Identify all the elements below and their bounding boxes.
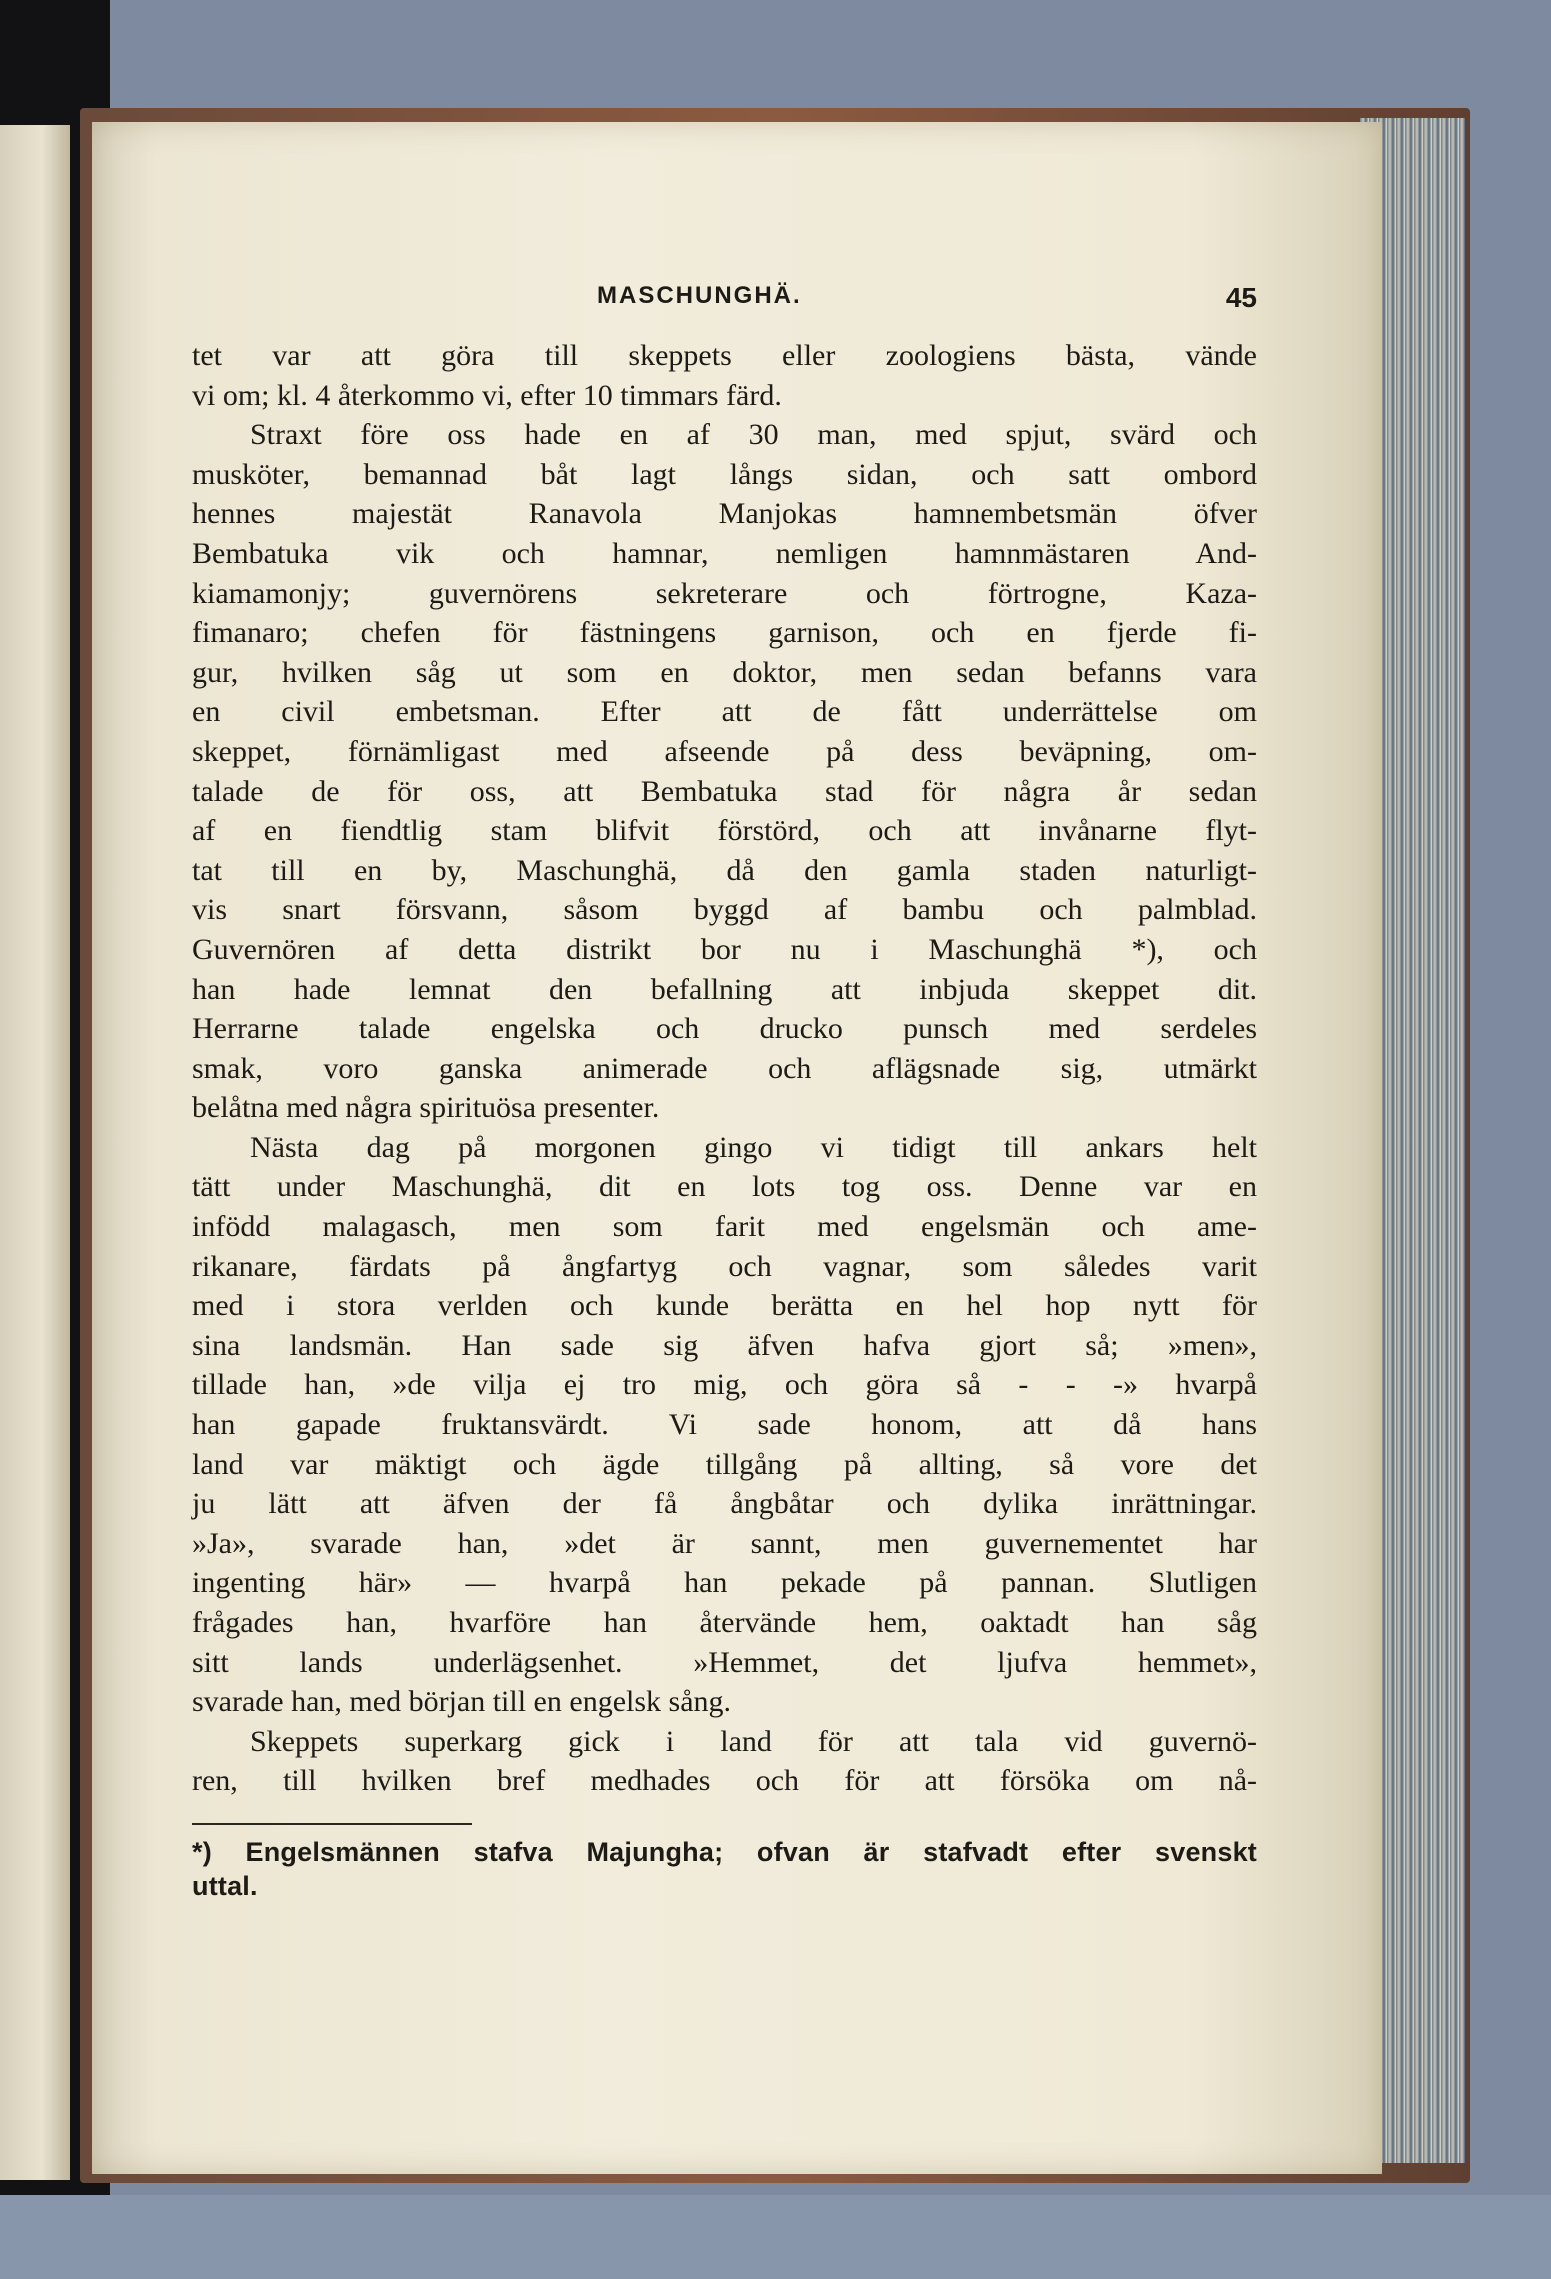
text-line: Bembatuka vik och hamnar, nemligen hamnmästaren And- [192,536,1257,570]
footnote-line: *) Engelsmännen stafva Majungha; ofvan är stafvadt efter svenskt [192,1836,1257,1867]
text-line: han gapade fruktansvärdt. Vi sade honom, att då hans [192,1408,1257,1442]
text-line: infödd malagasch, men som farit med engelsmän och ame- [192,1210,1257,1244]
text-line: kiamamonjy; guvernörens sekreterare och förtrogne, Kaza- [192,576,1257,610]
text-line: talade de för oss, att Bembatuka stad för några år sedan [192,774,1257,808]
text-line: ren, till hvilken bref medhades och för att försöka om nå- [192,1764,1257,1798]
previous-page-edge [0,125,70,2180]
text-line: vi om; kl. 4 återkommo vi, efter 10 timmars färd. [192,378,782,412]
text-line: Straxt före oss hade en af 30 man, med spjut, svärd och [250,418,1257,452]
text-line: Nästa dag på morgonen gingo vi tidigt till ankars helt [250,1130,1257,1164]
text-line: Herrarne talade engelska och drucko punsch med serdeles [192,1012,1257,1046]
text-line: gur, hvilken såg ut som en doktor, men sedan befanns vara [192,655,1257,689]
text-line: svarade han, med början till en engelsk sång. [192,1685,732,1719]
text-line: frågades han, hvarföre han återvände hem, oaktadt han såg [192,1606,1257,1639]
running-head [192,282,1257,322]
text-line: tillade han, »de vilja ej tro mig, och göra så - - -» hvarpå [192,1368,1257,1402]
text-line: Guvernören af detta distrikt bor nu i Maschunghä *), och [192,932,1257,966]
text-line: ingenting här» — hvarpå han pekade på pannan. Slutligen [192,1566,1257,1600]
text-line: fimanaro; chefen för fästningens garnison, och en fjerde fi- [192,616,1257,650]
body-text [192,336,1257,1801]
text-line: rikanare, färdats på ångfartyg och vagnar, som således varit [192,1249,1257,1283]
text-line: Skeppets superkarg gick i land för att tala vid guvernö- [250,1724,1257,1758]
text-line: »Ja», svarade han, »det är sannt, men guvernementet har [192,1526,1257,1560]
text-line: sina landsmän. Han sade sig äfven hafva gjort så; »men», [192,1328,1257,1362]
text-line: tätt under Maschunghä, dit en lots tog oss. Denne var en [192,1170,1257,1204]
text-line: ju lätt att äfven der få ångbåtar och dylika inrättningar. [192,1487,1257,1521]
text-line: vis snart försvann, såsom byggd af bambu och palmblad. [192,893,1257,927]
text-line: smak, voro ganska animerade och aflägsnade sig, utmärkt [192,1051,1257,1085]
page-content [192,282,1257,1903]
footnote-line: uttal. [192,1870,258,1901]
text-line: han hade lemnat den befallning att inbjuda skeppet dit. [192,972,1257,1006]
text-line: en civil embetsman. Efter att de fått underrättelse om [192,695,1257,729]
text-line: belåtna med några spirituösa presenter. [192,1091,660,1125]
page-number: 45 [1225,282,1257,313]
text-line: tat till en by, Maschunghä, då den gamla staden naturligt- [192,853,1257,887]
text-line: af en fiendtlig stam blifvit förstörd, och att invånarne flyt- [192,814,1257,848]
text-line: land var mäktigt och ägde tillgång på allting, så vore det [192,1447,1257,1481]
book-page [92,122,1382,2174]
scan-background-bottom [0,2195,1551,2279]
text-line: musköter, bemannad båt lagt långs sidan, och satt ombord [192,457,1257,491]
text-line: sitt lands underlägsenhet. »Hemmet, det ljufva hemmet», [192,1645,1257,1679]
text-line: hennes majestät Ranavola Manjokas hamnembetsmän öfver [192,497,1257,531]
footnote-rule [192,1823,472,1825]
text-line: med i stora verlden och kunde berätta en hel hop nytt för [192,1289,1257,1323]
running-title: MASCHUNGHÄ. [597,282,802,309]
footnote [192,1835,1257,1903]
text-line: tet var att göra till skeppets eller zoologiens bästa, vände [192,339,1257,372]
text-line: skeppet, förnämligast med afseende på dess beväpning, om- [192,734,1257,768]
